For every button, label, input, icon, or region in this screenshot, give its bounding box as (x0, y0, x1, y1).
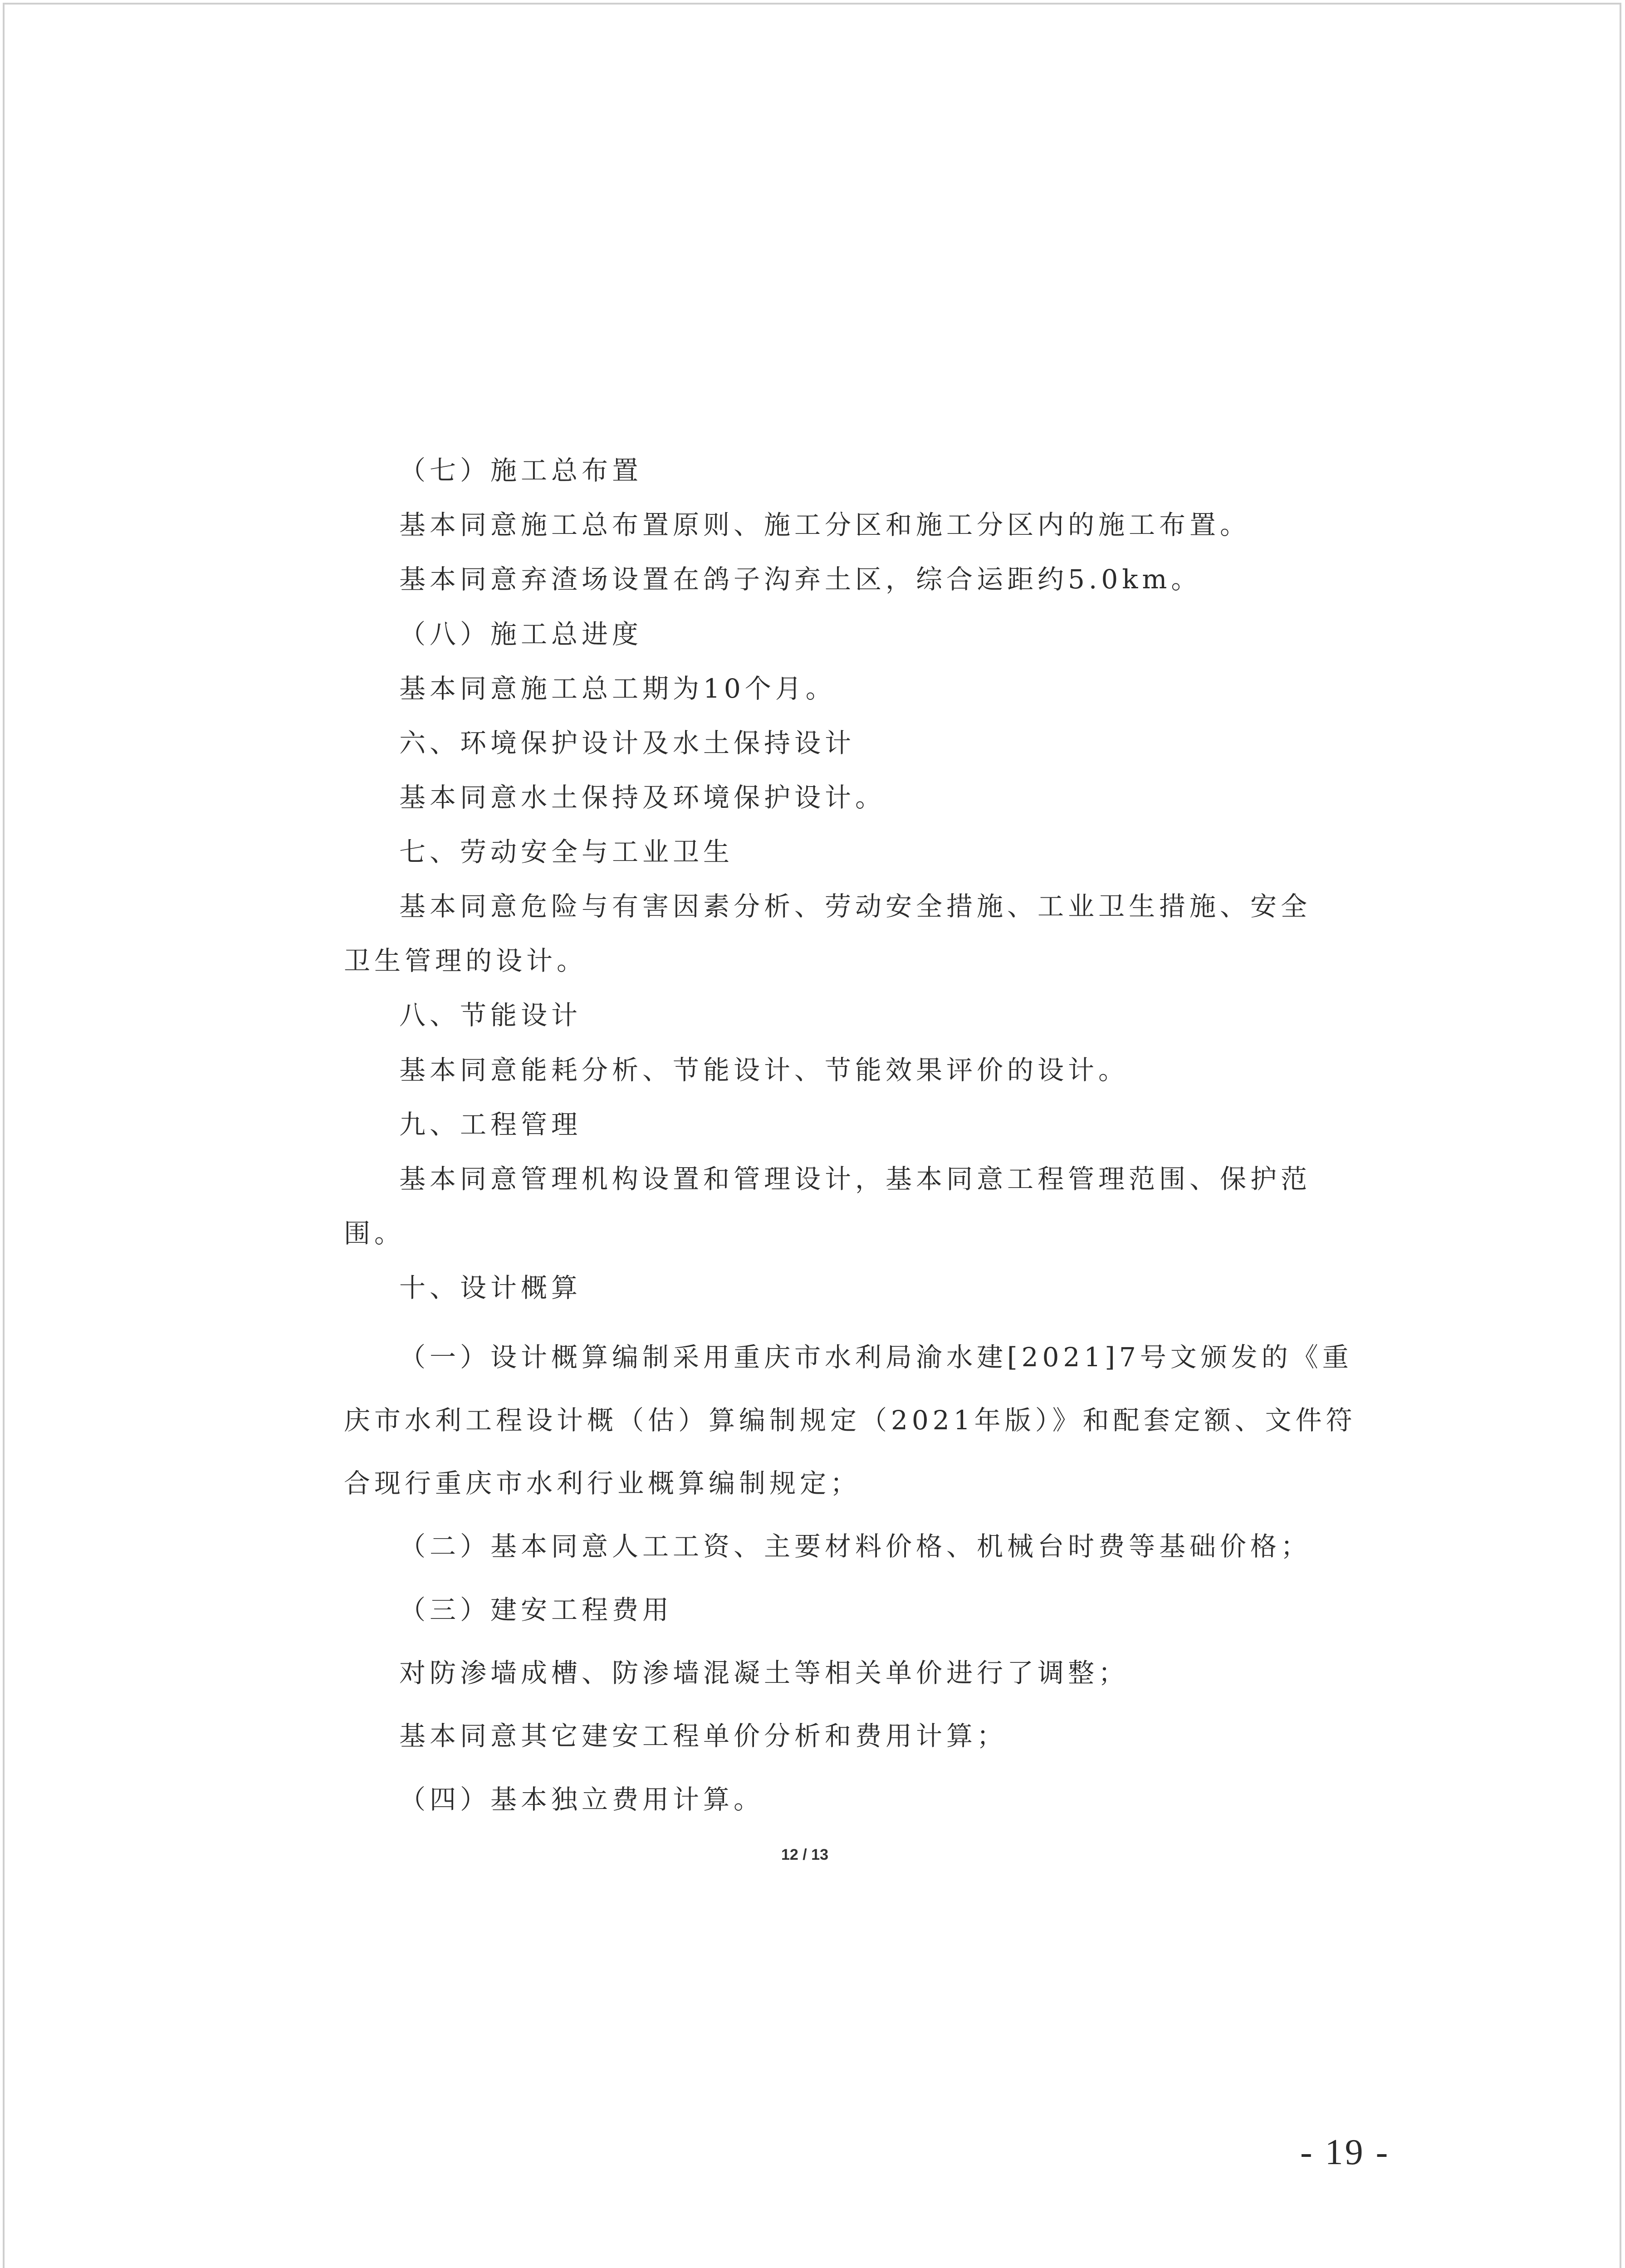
heading-energy-design: 八、节能设计 (399, 1000, 582, 1031)
heading-project-management: 九、工程管理 (399, 1109, 582, 1140)
heading-construction-schedule: （八）施工总进度 (399, 619, 643, 650)
heading-labor-safety: 七、劳动安全与工业卫生 (399, 836, 734, 867)
paragraph-other-unit-prices: 基本同意其它建安工程单价分析和费用计算； (399, 1721, 1008, 1751)
paragraph-management-line1: 基本同意管理机构设置和管理设计，基本同意工程管理范围、保护范 (399, 1163, 1312, 1194)
paragraph-management-line2: 围。 (344, 1218, 405, 1249)
paragraph-labor-safety-line2: 卫生管理的设计。 (344, 945, 587, 976)
paragraph-spoil-site: 基本同意弃渣场设置在鸽子沟弃土区，综合运距约5.0km。 (399, 564, 1202, 595)
paragraph-estimate-line3: 合现行重庆市水利行业概算编制规定； (344, 1468, 861, 1499)
paragraph-layout-principles: 基本同意施工总布置原则、施工分区和施工分区内的施工布置。 (399, 509, 1251, 540)
heading-environment-design: 六、环境保护设计及水土保持设计 (399, 728, 856, 758)
heading-construction-layout: （七）施工总布置 (399, 455, 643, 486)
pdf-page-indicator: 12 / 13 (781, 1846, 828, 1863)
heading-design-estimate: 十、设计概算 (399, 1272, 582, 1303)
paragraph-independent-costs: （四）基本独立费用计算。 (399, 1784, 764, 1815)
heading-installation-costs: （三）建安工程费用 (399, 1594, 673, 1625)
paragraph-estimate-line1: （一）设计概算编制采用重庆市水利局渝水建[2021]7号文颁发的《重 (399, 1342, 1353, 1373)
paragraph-estimate-line2: 庆市水利工程设计概（估）算编制规定（2021年版）》和配套定额、文件符 (344, 1405, 1356, 1436)
paragraph-environment-design: 基本同意水土保持及环境保护设计。 (399, 782, 886, 813)
paragraph-labor-safety-line1: 基本同意危险与有害因素分析、劳动安全措施、工业卫生措施、安全 (399, 891, 1312, 922)
paragraph-basic-prices: （二）基本同意人工工资、主要材料价格、机械台时费等基础价格； (399, 1531, 1312, 1562)
paragraph-energy-design: 基本同意能耗分析、节能设计、节能效果评价的设计。 (399, 1055, 1129, 1085)
page-border (3, 3, 1621, 2268)
paragraph-schedule-duration: 基本同意施工总工期为10个月。 (399, 673, 836, 704)
page-number: - 19 - (1300, 2132, 1390, 2172)
paragraph-unit-price-adjustment: 对防渗墙成槽、防渗墙混凝土等相关单价进行了调整； (399, 1657, 1129, 1688)
